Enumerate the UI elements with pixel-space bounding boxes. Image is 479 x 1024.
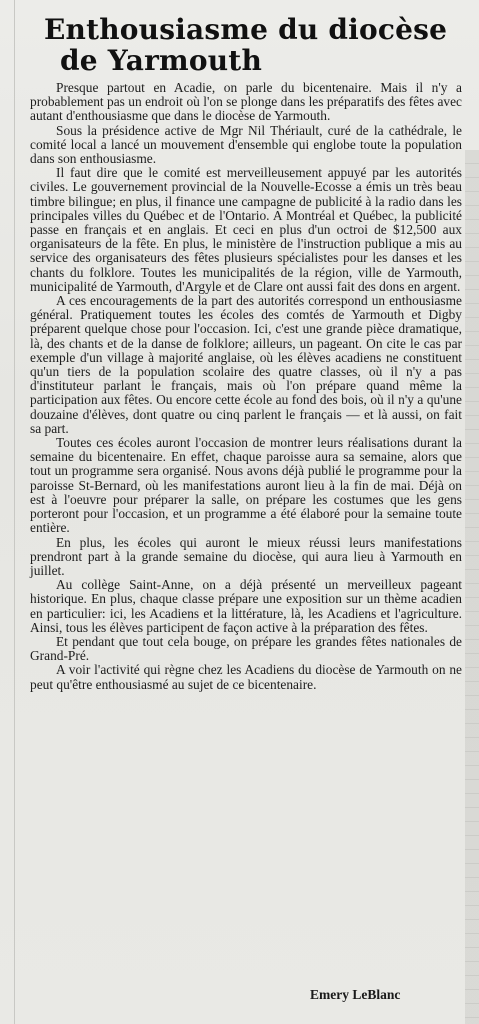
headline-line-1: Enthousiasme du diocèse	[44, 13, 448, 46]
article-byline: Emery LeBlanc	[310, 987, 401, 1002]
paragraph-6: En plus, les écoles qui auront le mieux réussi leurs manifestations prendront part à la grande semaine du diocèse, qui aura lieu à Yarmouth en juillet.	[30, 534, 462, 578]
paragraph-8: Et pendant que tout cela bouge, on prépare les grandes fêtes nationales de Grand-Pré.	[30, 633, 462, 664]
paragraph-5: Toutes ces écoles auront l'occasion de montrer leurs réalisations durant la semaine du bicentenaire. En effet, chaque paroisse aura sa semaine, alors que tout un programme sera organisé. Nous avons déjà publié le programme pour la paroisse St-Bernard, où les manifestations auront lieu à la fin de mai. Déjà on est à l'oeuvre pour préparer la salle, on prépare les costumes que les gens porteront pour l'occasion, et un programme a été élaboré pour la semaine toute entière.	[30, 435, 462, 536]
paragraph-4: A ces encouragements de la part des autorités correspond un enthousiasme général. Pratiquement toutes les écoles des comtés de Yarmouth et Digby préparent quelque chose pour l'occasion. Ici, c'est une grande pièce dramatique, là, des chants et de la danse de folklore; ailleurs, un pageant. On cite le cas par exemple d'un village à majorité anglaise, où les élèves acadiens ne constituent qu'un tiers de la population scolaire des quatre classes, où il n'y a pas d'instituteur parlant le français, mais où l'on prépare quand même la participation aux fêtes. Ou encore cette école au fond des bois, où il n'y a qu'une douzaine d'élèves, dont quatre ou cinq parlent le français — et là aussi, on fait sa part.	[30, 293, 462, 436]
article-body	[30, 81, 462, 692]
paragraph-1: Presque partout en Acadie, on parle du bicentenaire. Mais il n'y a probablement pas un endroit où l'on se plonge dans les préparatifs des fêtes avec autant d'enthousiasme que dans le diocèse de Yarmouth.	[30, 80, 462, 124]
column-rule	[14, 0, 15, 1024]
paragraph-7: Au collège Saint-Anne, on a déjà présenté un merveilleux pageant historique. En plus, chaque classe prépare une exposition sur un thème acadien en particulier: ici, les Acadiens et la littérature, là, les Acadiens et l'agriculture. Ainsi, tous les élèves participent de façon active à la préparation des fêtes.	[30, 577, 462, 635]
article-headline	[44, 14, 462, 76]
paragraph-3: Il faut dire que le comité est merveilleusement appuyé par les autorités civiles. Le gouvernement provincial de la Nouvelle-Ecosse a émis un très beau timbre bilingue; en plus, il finance une campagne de publicité à la radio dans les principales villes du Québec et de l'Ontario. A Montréal et Québec, la publicité passe en français et en anglais. Et ceci en plus d'un octroi de $12,500 aux organisateurs de la fête. En plus, le ministère de l'instruction publique a mis au service des organisateurs des fêtes plusieurs spécialistes pour les danses et les chants du folklore. Toutes les municipalités de la région, ville de Yarmouth, municipalité de Yarmouth, d'Argyle et de Clare ont aussi fait des dons en argent.	[30, 165, 462, 294]
paragraph-9: A voir l'activité qui règne chez les Acadiens du diocèse de Yarmouth on ne peut qu'être enthousiasmé au sujet de ce bicentenaire.	[30, 662, 462, 692]
headline-line-2: de Yarmouth	[60, 44, 263, 77]
article-column	[30, 14, 462, 692]
adjacent-column-edge	[465, 150, 479, 1024]
paragraph-2: Sous la présidence active de Mgr Nil Thériault, curé de la cathédrale, le comité local a lancé un mouvement d'ensemble qui englobe toute la population dans son enthousiasme.	[30, 122, 462, 167]
